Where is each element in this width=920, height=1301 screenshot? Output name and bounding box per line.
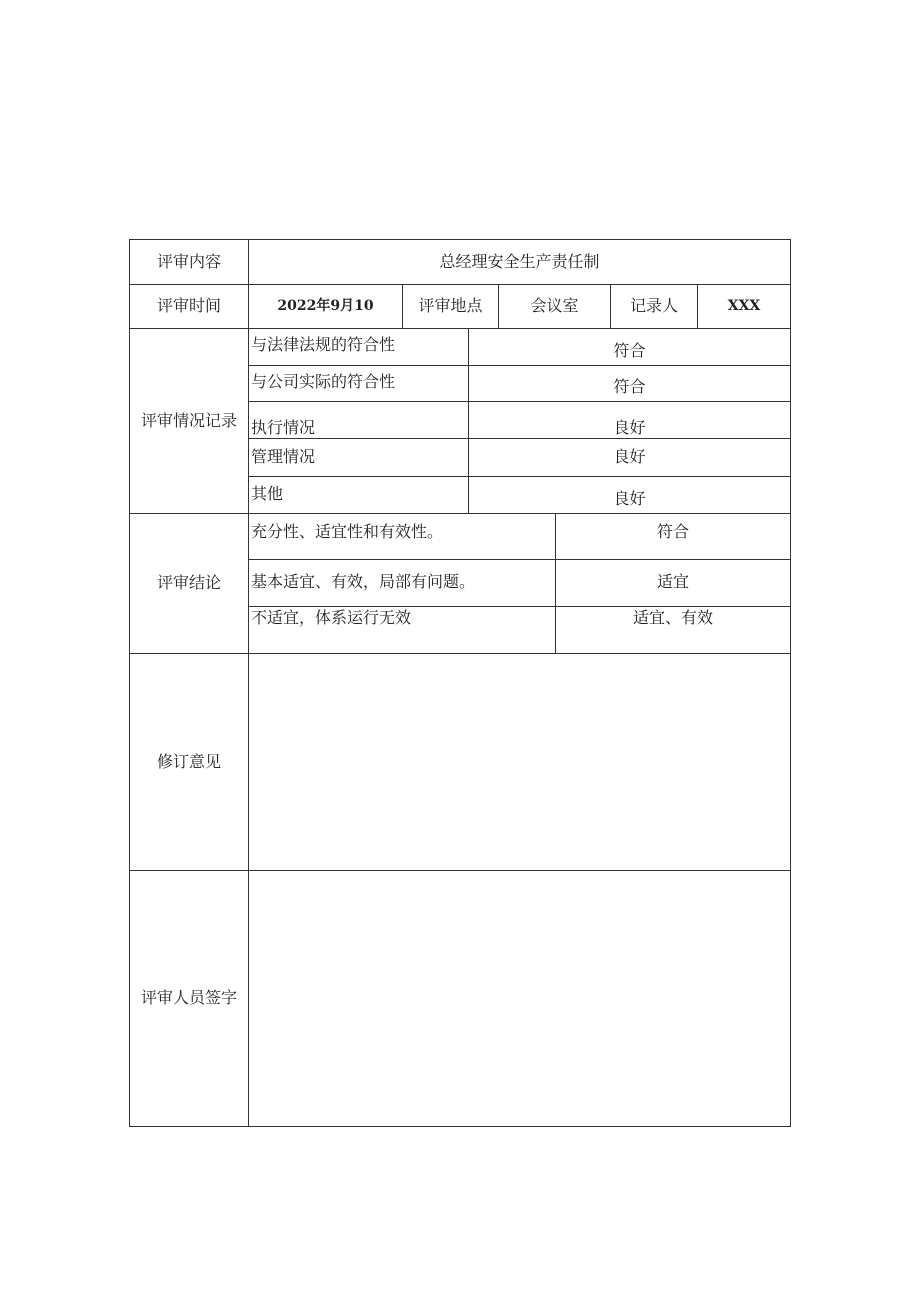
reviewer-signature-field[interactable] [249,871,790,1126]
record-item: 与公司实际的符合性 [251,372,396,391]
review-conclusion-label: 评审结论 [156,573,221,592]
record-result: 符合 [613,341,646,360]
record-item: 其他 [251,484,284,503]
record-result: 良好 [613,418,646,437]
review-form [129,239,791,1127]
record-item: 与法律法规的符合性 [251,335,396,354]
review-time-label: 评审时间 [156,296,221,315]
review-content-value: 总经理安全生产责任制 [439,252,600,271]
review-record-label: 评审情况记录 [140,410,237,430]
record-item: 执行情况 [251,418,316,437]
conclusion-item: 基本适宜、有效，局部有问题。 [251,572,476,591]
recorder-value: XXX [727,298,761,314]
recorder-label: 记录人 [629,296,678,315]
conclusion-result: 适宜 [656,572,689,591]
revision-opinion-field[interactable] [249,654,790,870]
record-result: 良好 [613,489,646,508]
conclusion-result: 符合 [656,522,689,541]
reviewer-signature-label: 评审人员签字 [140,988,237,1007]
review-location-label: 评审地点 [418,296,483,315]
conclusion-item: 不适宜，体系运行无效 [251,608,412,627]
revision-opinion-label: 修订意见 [156,751,221,771]
review-location-value: 会议室 [530,296,579,315]
review-content-label: 评审内容 [156,252,221,271]
record-result: 符合 [613,377,646,396]
record-item: 管理情况 [251,447,316,466]
conclusion-result: 适宜、有效 [632,608,713,627]
record-result: 良好 [613,447,646,466]
review-date-value: 2022年9月10 [277,298,374,314]
conclusion-item: 充分性、适宜性和有效性。 [251,522,444,541]
